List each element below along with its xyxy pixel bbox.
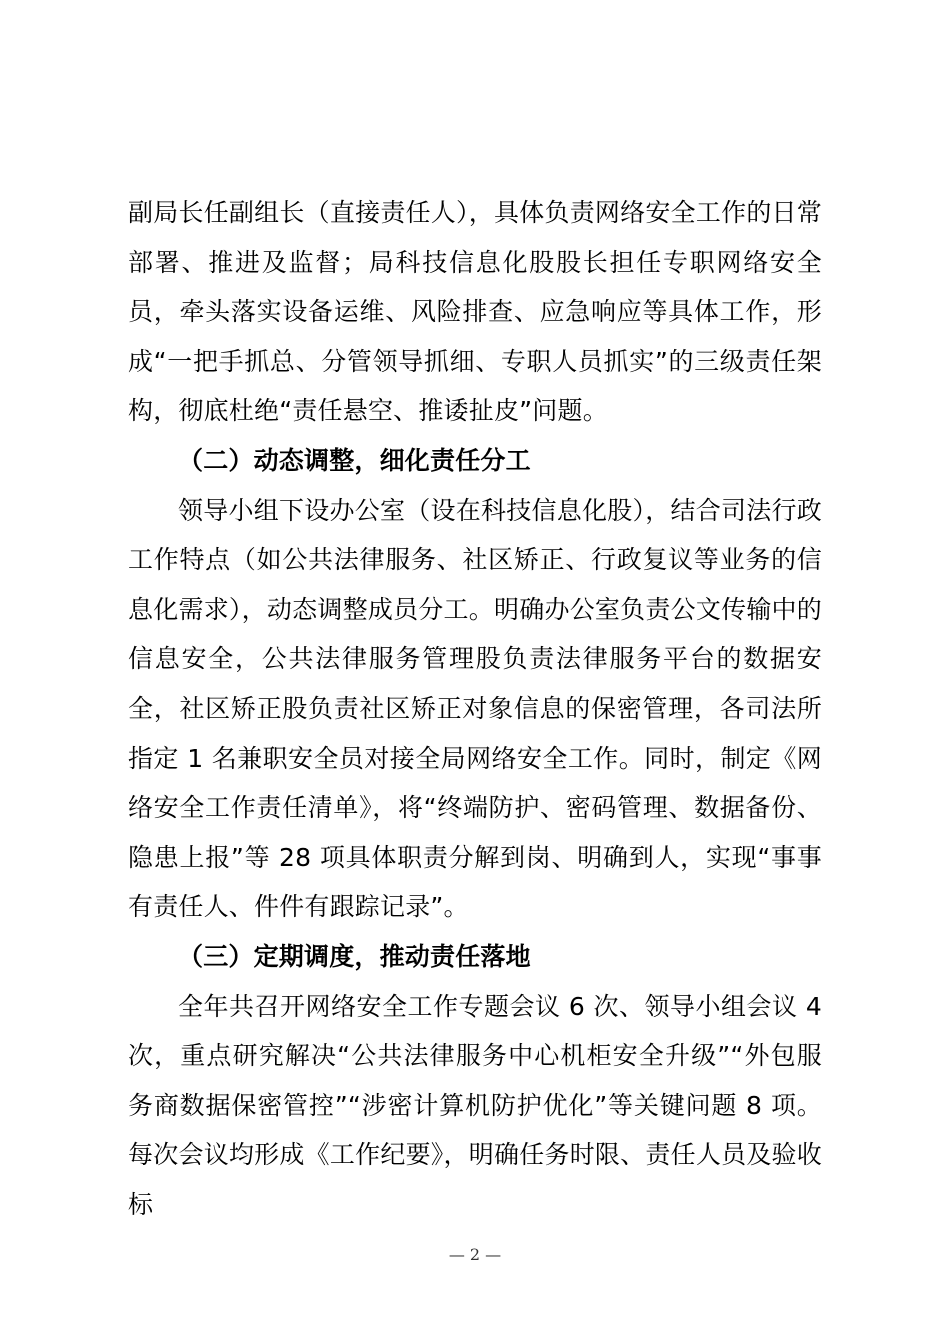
section-heading-3: （三）定期调度，推动责任落地 — [178, 941, 531, 971]
paragraph-division-of-duties: 领导小组下设办公室（设在科技信息化股），结合司法行政工作特点（如公共法律服务、社区矫正、行政复议等业务的信息化需求），动态调整成员分工。明确办公室负责公文传输中的信息安全，公共法律服务管理股负责法律服务平台的数据安全，社区矫正股负责社区矫正对象信息的保密管理，各司法所指定 1 名兼职安全员对接全局网络安全工作。同时，制定《网络安全工作责任清单》，将“终端防护、密码管理、数据备份、隐患上报”等 28 项具体职责分解到岗、明确到人，实现“事事有责任人、件件有跟踪记录”。 — [128, 495, 822, 922]
page-number: — 2 — — [448, 1245, 502, 1264]
paragraph-responsibility-structure: 副局长任副组长（直接责任人），具体负责网络安全工作的日常部署、推进及监督；局科技信息化股股长担任专职网络安全员，牵头落实设备运维、风险排查、应急响应等具体工作，形成“一把手抓总、分管领导抓细、专职人员抓实”的三级责任架构，彻底杜绝“责任悬空、推诿扯皮”问题。 — [128, 198, 822, 426]
section-heading-2: （二）动态调整，细化责任分工 — [178, 445, 531, 475]
paragraph-regular-scheduling: 全年共召开网络安全工作专题会议 6 次、领导小组会议 4 次，重点研究解决“公共法律服务中心机柜安全升级”“外包服务商数据保密管控”“涉密计算机防护优化”等关键问题 8 项。每次会议均形成《工作纪要》，明确任务时限、责任人员及验收标 — [128, 991, 822, 1219]
document-body — [128, 188, 822, 1229]
